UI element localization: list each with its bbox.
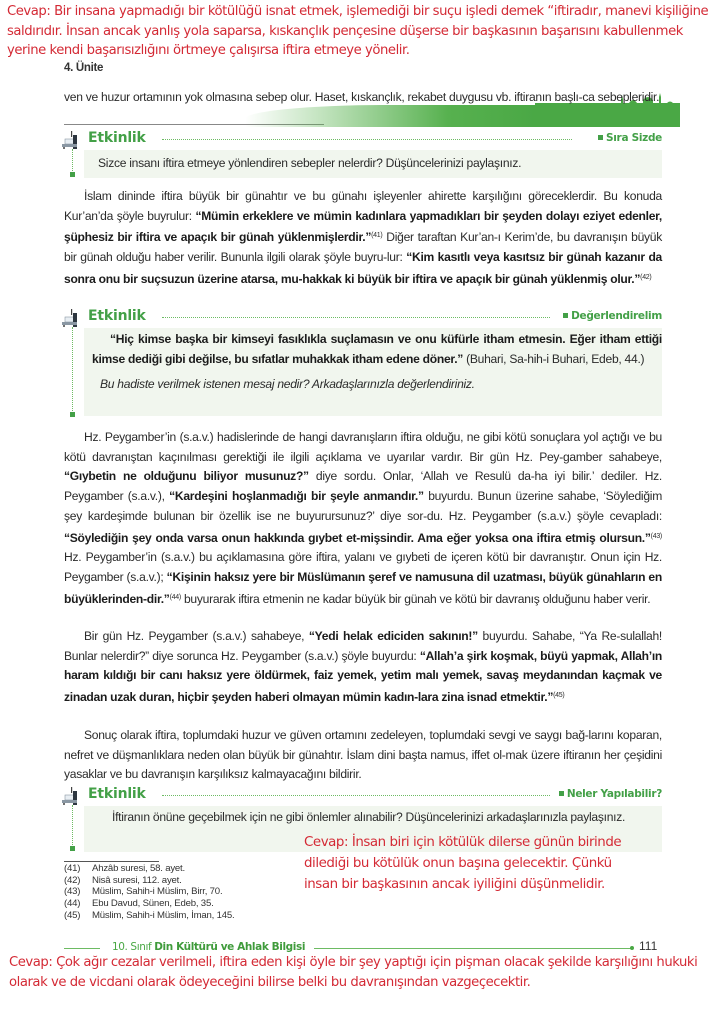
hadith-quote: “Allah’a şirk koşmak, büyü yapmak, Allah’ın haram kıldığı bir canı haksız yere öldürmek, faiz yemek, yetim malı yemek, savaş meydanından kaçmak ve zinadan uzak duran, hiçbir şeyden haberi olmayan mümin kadın-lara zina isnad etmektir.” <box>64 648 663 705</box>
unit-title: Ahlaki Tutum ve Davranışlar <box>470 61 619 73</box>
hadith-quote-block <box>92 330 662 369</box>
answer-annotation-2: Cevap: İnsan biri için kötülük dilerse günün birinde dilediği bu kötülük onun başına gelecektir. Çünkü insan bir başkasının ancak iyiliğini düşünmelidir. <box>304 835 622 892</box>
paragraph-3-text: Hz. Peygamber’in (s.a.v.) hadislerinde de hangi davranışların iftira olduğu, ne gibi kötü sonuçlara yol açtığı ve bu kötü davranıştan kaçınılması gerektiği ile ilgili açıklama ve uyarılar vardır. Bir gün Hz. Pey-gamber sahabeye, <box>64 430 662 464</box>
activity-title: Etkinlik <box>88 130 146 146</box>
footer-book-title <box>112 941 305 953</box>
paragraph-3 <box>64 428 662 609</box>
activity-dotted-line <box>72 327 73 411</box>
paragraph-1: ven ve huzur ortamının yok olmasına sebep olur. Haset, kıskançlık, rekabet duygusu vb. iftiranın başlı-ca sebepleridir. <box>64 90 660 104</box>
footnote-ref-41: (41) <box>371 232 383 240</box>
answer-annotation-1: Cevap: Bir insana yapmadığı bir kötülüğü isnat etmek, işlemediği bir suçu işledi demek “iftiradır, manevi kişiliğine saldırıdır. İnsan ancak yanlış yola saparsa, kıskançlık pençesine düşerse bir başkasının başarısını kabullenmek yerine kendi başarısızlığını örtmeye çalışırsa iftira etmeye yönelir. <box>7 4 709 58</box>
activity-header <box>62 129 662 149</box>
paragraph-4-text: Bir gün Hz. Peygamber (s.a.v.) sahabeye, <box>84 629 309 643</box>
activity-title: Etkinlik <box>88 786 146 802</box>
paragraph-3-text: buyurdu. Bunun üzerine sahabe, ‘Söylediğim şey kardeşimde bulunan bir özellik ise ne buyurursunuz?’ diye sor-du. Hz. Peygamber (s.a.v.) şöyle cevapladı: <box>64 489 662 523</box>
activity-tag: Değerlendirelim <box>563 310 662 322</box>
footnote-item: (45) Müslim, Sahih-i Müslim, İman, 145. <box>64 909 235 921</box>
paragraph-2-text: İslam dininde iftira büyük bir günahtır ve bu günahı işleyenler ahirette karşılığını göreceklerdir. Bu konuda Kur’an’da şöyle buyrulur: <box>64 189 662 223</box>
footnotes <box>64 863 234 922</box>
hadith-quote: “Kardeşini hoşlanmadığı bir şeyle anmandır.” <box>169 489 424 504</box>
activity-end-marker <box>70 846 75 851</box>
paragraph-5: Sonuç olarak iftira, toplumdaki huzur ve güven ortamını zedeleyen, toplumdaki sevgi ve saygı bağ-larını koparan, nefret ve düşmanlıklara neden olan büyük bir günahtır. İslam dini başta namus, iffet ol-mak üzere iftiranın her çeşidini yasaklar ve bu davranışın karşılıksız kalmayacağını bildirir. <box>64 728 662 782</box>
activity-dotted-rule <box>162 795 550 796</box>
activity-content <box>84 328 662 416</box>
answer-annotation-3: Cevap: Çok ağır cezalar verilmeli, iftira eden kişi öyle bir şey yaptığı için pişman olacak şekilde karşılığını hukuki olarak ve de vicdani olarak ödeyeceğini bilirse belki bu davranışından vazgeçecektir. <box>9 955 698 990</box>
activity-dotted-rule <box>162 139 572 140</box>
activity-question <box>92 375 662 395</box>
paragraph-2 <box>64 187 662 290</box>
unit-header-band <box>245 105 535 127</box>
footnote-divider <box>64 861 159 862</box>
activity-header <box>62 307 662 327</box>
activity-dotted-line <box>72 805 73 845</box>
footnote-ref-44: (44) <box>169 593 181 601</box>
footnote-ref-42: (42) <box>640 273 652 281</box>
activity-tag: Sıra Sizde <box>598 132 662 144</box>
footer-rule-left <box>64 948 100 949</box>
activity-text: Sizce insanı iftira etmeye yönlendiren sebepler nelerdir? Düşüncelerinizi paylaşınız. <box>84 150 662 178</box>
paragraph-4 <box>64 627 662 708</box>
paragraph-3-text: buyurarak iftira etmenin ne kadar büyük bir günah ve kötü bir davranış olduğunu haber verir. <box>180 591 651 606</box>
paragraph-2-text: Diğer taraftan Kur’an-ı Kerim’de, bu davranışın büyük bir günah olduğu haber verilir. Bununla ilgili olarak şöyle buyru-lur: <box>64 230 662 265</box>
hadith-source: (Buhari, Sa-hih-i Buhari, Edeb, 44.) <box>463 351 645 366</box>
footer-rule-right <box>314 948 632 949</box>
activity-end-marker <box>70 412 75 417</box>
activity-end-marker <box>70 172 75 177</box>
hadith-quote: “Söylediğin şey onda varsa onun hakkında gıybet et-mişsindir. Ama eğer yoksa ona iftira etmiş olursun.” <box>64 530 651 545</box>
footnote-item: (43) Müslim, Sahih-i Müslim, Birr, 70. <box>64 886 223 898</box>
hadith-quote: “Hiç kimse başka bir kimseyi fasıklıkla suçlamasın ve onu küfürle itham etmesin. Eğer itham ettiği kimse dediği gibi değilse, bu sıfatlar muhakkak itham edene döner.” <box>92 332 662 366</box>
activity-icon <box>62 129 86 153</box>
activity-icon <box>62 785 86 809</box>
activity-title: Etkinlik <box>88 308 146 324</box>
footnote-item: (44) Ebu Davud, Sünen, Edeb, 35. <box>64 898 214 910</box>
footer-dot <box>630 946 634 950</box>
footer-book-name: Din Kültürü ve Ahlak Bilgisi <box>154 941 306 953</box>
activity-dotted-line <box>72 149 73 171</box>
quran-quote-2: “Kim kasıtlı veya kasıtsız bir günah kazanır da sonra onu bir suçsuzun üzerine atarsa, mu-hakkak ki büyük bir iftira ve apaçık bir günah yüklenmiş olur.” <box>64 250 662 286</box>
activity-header <box>62 785 662 805</box>
hadith-quote: “Yedi helak ediciden sakının!” <box>308 629 478 643</box>
paragraph-3-text: Hz. Peygamber’in (s.a.v.) bu açıklamasına göre iftira, yalanı ve gıybeti de içeren kötü bir davranıştır. Onun için Hz. Peygamber (s.a.v.); <box>64 550 662 584</box>
paragraph-4-text: buyurdu. Sahabe, “Ya Re-sulallah! Bunlar nelerdir?” diye sorunca Hz. Peygamber (s.a.v.) şöyle buyurdu: <box>64 629 662 663</box>
activity-box-sira-sizde <box>62 129 662 181</box>
activity-text: İftiranın önüne geçebilmek için ne gibi önlemler alınabilir? Düşüncelerinizi arkadaşlarınızla paylaşınız. <box>84 806 662 852</box>
footnote-item: (42) Nisâ suresi, 112. ayet. <box>64 874 182 886</box>
footnote-item: (41) Ahzâb suresi, 58. ayet. <box>64 863 185 874</box>
hadith-quote: “Kişinin haksız yere bir Müslümanın şeref ve namusuna dil uzatması, büyük günahların en büyüklerinden-dir.” <box>64 569 662 606</box>
activity-box-degerlendirelim <box>62 307 662 419</box>
activity-question-text: Bu hadiste verilmek istenen mesaj nedir? Arkadaşlarınızla değerlendiriniz. <box>100 377 475 392</box>
activity-dotted-rule <box>162 317 550 318</box>
hadith-quote: “Gıybetin ne olduğunu biliyor musunuz?” <box>64 469 309 484</box>
activity-icon <box>62 307 86 331</box>
footnote-ref-45: (45) <box>553 692 565 700</box>
page-number: 111 <box>639 939 658 953</box>
footnote-ref-43: (43) <box>650 532 662 540</box>
activity-tag: Neler Yapılabilir? <box>559 788 662 800</box>
unit-label: 4. Ünite <box>64 62 104 74</box>
quran-quote-1: “Mümin erkeklere ve mümin kadınlara yapmadıkları bir şeyden dolayı eziyet edenler, şüphesiz bir iftira ve apaçık bir günah yüklenmişlerdir.” <box>64 208 663 245</box>
paragraph-3-text: diye sordu. Onlar, ‘Allah ve Resulü da-ha iyi bilir.’ dediler. Hz. Peygamber (s.a.v.), <box>64 469 663 504</box>
footer-grade: 10. Sınıf <box>112 941 155 953</box>
